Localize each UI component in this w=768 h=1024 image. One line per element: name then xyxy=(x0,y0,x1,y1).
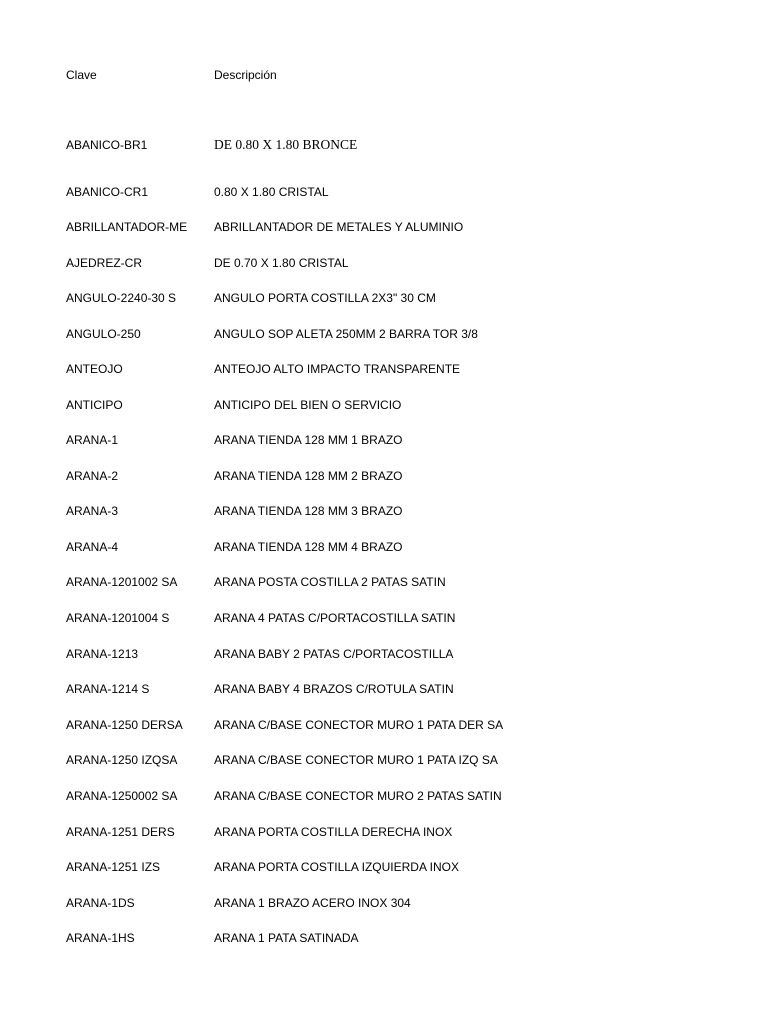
row-clave: ARANA-1DS xyxy=(66,896,135,910)
row-descripcion: ARANA 4 PATAS C/PORTACOSTILLA SATIN xyxy=(214,611,456,625)
row-clave: ARANA-1201004 S xyxy=(66,611,170,625)
table-row xyxy=(0,893,768,913)
table-row xyxy=(0,750,768,770)
row-clave: ARANA-1251 DERS xyxy=(66,825,175,839)
row-descripcion: ARANA BABY 2 PATAS C/PORTACOSTILLA xyxy=(214,647,454,661)
table-row xyxy=(0,857,768,877)
header-clave: Clave xyxy=(66,68,97,82)
row-clave: ARANA-1213 xyxy=(66,647,139,661)
table-row xyxy=(0,786,768,806)
table-row xyxy=(0,430,768,450)
row-clave: ABANICO-CR1 xyxy=(66,185,149,199)
row-clave: ANTEOJO xyxy=(66,362,123,376)
row-descripcion: ARANA BABY 4 BRAZOS C/ROTULA SATIN xyxy=(214,682,454,696)
table-row xyxy=(0,466,768,486)
row-clave: ANGULO-250 xyxy=(66,327,141,341)
table-row xyxy=(0,395,768,415)
table-row xyxy=(0,572,768,592)
row-descripcion: ARANA C/BASE CONECTOR MURO 1 PATA IZQ SA xyxy=(214,753,498,767)
row-descripcion: ARANA PORTA COSTILLA IZQUIERDA INOX xyxy=(214,860,459,874)
header-descripcion: Descripción xyxy=(214,68,277,82)
table-row xyxy=(0,135,768,155)
row-clave: ARANA-1251 IZS xyxy=(66,860,161,874)
row-clave: ANGULO-2240-30 S xyxy=(66,291,177,305)
row-descripcion: ANTICIPO DEL BIEN O SERVICIO xyxy=(214,398,402,412)
row-descripcion: ARANA TIENDA 128 MM 2 BRAZO xyxy=(214,469,403,483)
table-row xyxy=(0,537,768,557)
row-clave: ARANA-1250 DERSA xyxy=(66,718,183,732)
row-descripcion: ARANA C/BASE CONECTOR MURO 1 PATA DER SA xyxy=(214,718,504,732)
row-descripcion: ANGULO PORTA COSTILLA 2X3" 30 CM xyxy=(214,291,436,305)
table-row xyxy=(0,324,768,344)
row-clave: ARANA-1214 S xyxy=(66,682,150,696)
row-clave: ARANA-1 xyxy=(66,433,119,447)
table-row xyxy=(0,217,768,237)
table-row xyxy=(0,608,768,628)
row-descripcion: ARANA TIENDA 128 MM 1 BRAZO xyxy=(214,433,403,447)
row-clave: ARANA-2 xyxy=(66,469,119,483)
row-descripcion: ARANA PORTA COSTILLA DERECHA INOX xyxy=(214,825,453,839)
row-clave: ARANA-3 xyxy=(66,504,119,518)
table-header xyxy=(0,65,768,85)
row-descripcion: ANTEOJO ALTO IMPACTO TRANSPARENTE xyxy=(214,362,461,376)
row-clave: ABANICO-BR1 xyxy=(66,138,148,152)
row-clave: ARANA-1250 IZQSA xyxy=(66,753,178,767)
row-clave: ARANA-1250002 SA xyxy=(66,789,178,803)
row-descripcion: ANGULO SOP ALETA 250MM 2 BARRA TOR 3/8 xyxy=(214,327,478,341)
table-row xyxy=(0,928,768,948)
table-row xyxy=(0,182,768,202)
table-row xyxy=(0,822,768,842)
row-descripcion: DE 0.70 X 1.80 CRISTAL xyxy=(214,256,349,270)
table-row xyxy=(0,359,768,379)
row-clave: ANTICIPO xyxy=(66,398,123,412)
table-row xyxy=(0,288,768,308)
row-clave: AJEDREZ-CR xyxy=(66,256,143,270)
row-clave: ARANA-1201002 SA xyxy=(66,575,178,589)
row-clave: ARANA-1HS xyxy=(66,931,135,945)
table-row xyxy=(0,644,768,664)
row-descripcion: 0.80 X 1.80 CRISTAL xyxy=(214,185,329,199)
row-descripcion: ARANA 1 BRAZO ACERO INOX 304 xyxy=(214,896,411,910)
table-row xyxy=(0,501,768,521)
row-descripcion: ARANA C/BASE CONECTOR MURO 2 PATAS SATIN xyxy=(214,789,502,803)
row-descripcion: ARANA POSTA COSTILLA 2 PATAS SATIN xyxy=(214,575,446,589)
table-row xyxy=(0,679,768,699)
table-row xyxy=(0,253,768,273)
table-row xyxy=(0,715,768,735)
row-descripcion: ARANA TIENDA 128 MM 3 BRAZO xyxy=(214,504,403,518)
row-descripcion: DE 0.80 X 1.80 BRONCE xyxy=(214,137,358,152)
row-descripcion: ARANA 1 PATA SATINADA xyxy=(214,931,359,945)
row-descripcion: ARANA TIENDA 128 MM 4 BRAZO xyxy=(214,540,403,554)
row-clave: ARANA-4 xyxy=(66,540,119,554)
row-clave: ABRILLANTADOR-ME xyxy=(66,220,188,234)
row-descripcion: ABRILLANTADOR DE METALES Y ALUMINIO xyxy=(214,220,464,234)
